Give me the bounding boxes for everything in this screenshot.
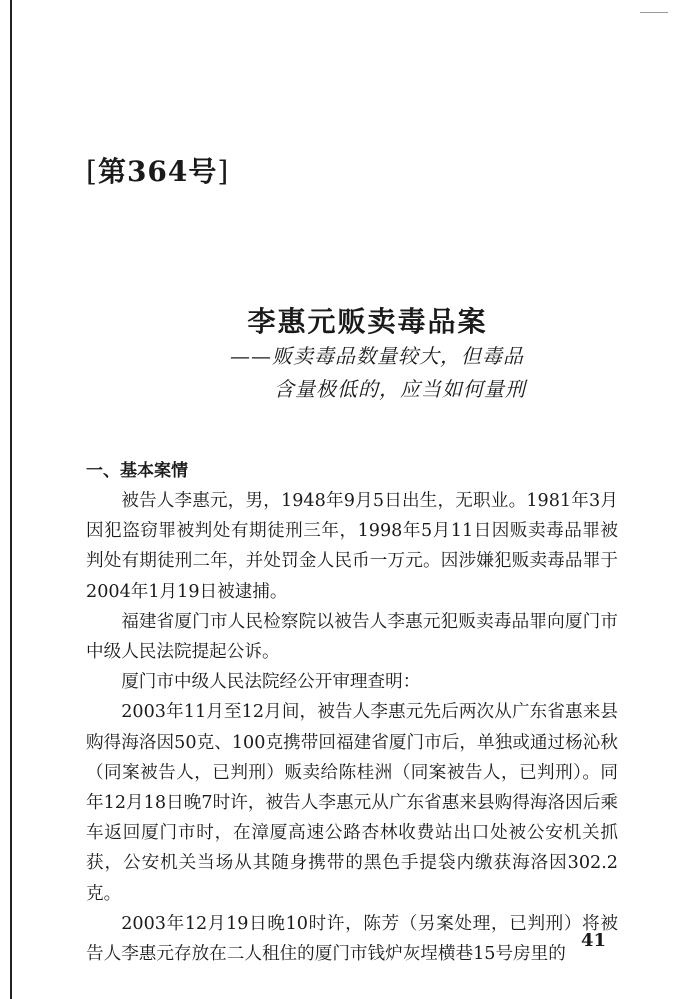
page-number: 41 — [581, 930, 607, 951]
case-number-open-bracket: [ — [86, 155, 98, 188]
body-text — [86, 486, 618, 969]
paragraph-court-findings-intro: 厦门市中级人民法院经公开审理查明： — [121, 672, 421, 693]
paragraph-facts-2003-nov-dec: 2003年11月至12月间，被告人李惠元先后两次从广东省惠来县购得海洛因50克、100克携带回福建省厦门市后，单独或通过杨沁秋（同案被告人，已判刑）贩卖给陈桂洲（同案被告人，已判刑）。同年12月18日晚7时许，被告人李惠元从广东省惠来县购得海洛因后乘车返回厦门市时，在漳厦高速公路杏林收费站出口处被公安机关抓获，公安机关当场从其随身携带的黑色手提袋内缴获海洛因302.2克。 — [86, 702, 618, 904]
subtitle-line-1: ——贩卖毒品数量较大，但毒品 — [230, 344, 524, 368]
paragraph-defendant-info: 被告人李惠元，男，1948年9月5日出生，无职业。1981年3月因犯盗窃罪被判处有期徒刑三年，1998年5月11日因贩卖毒品罪被判处有期徒刑二年，并处罚金人民币一万元。因涉嫌犯贩卖毒品罪于2004年1月19日被逮捕。 — [86, 491, 618, 602]
paragraph-prosecution: 福建省厦门市人民检察院以被告人李惠元犯贩卖毒品罪向厦门市中级人民法院提起公诉。 — [86, 611, 618, 663]
case-number-label: 第364号 — [97, 155, 218, 188]
paragraph-facts-2003-dec-19: 2003年12月19日晚10时许，陈芳（另案处理，已判刑）将被告人李惠元存放在二人租住的厦门市钱炉灰埕横巷15号房里的 — [86, 913, 618, 965]
case-number-close-bracket: ] — [217, 155, 230, 188]
case-number-heading — [86, 150, 229, 190]
page-spine-line — [10, 0, 12, 999]
subtitle-line-2: 含量极低的，应当如何量刑 — [274, 377, 526, 401]
section-heading-basic-facts: 一、基本案情 — [86, 461, 188, 481]
top-edge-mark — [640, 2, 668, 13]
case-title: 李惠元贩卖毒品案 — [247, 305, 488, 338]
